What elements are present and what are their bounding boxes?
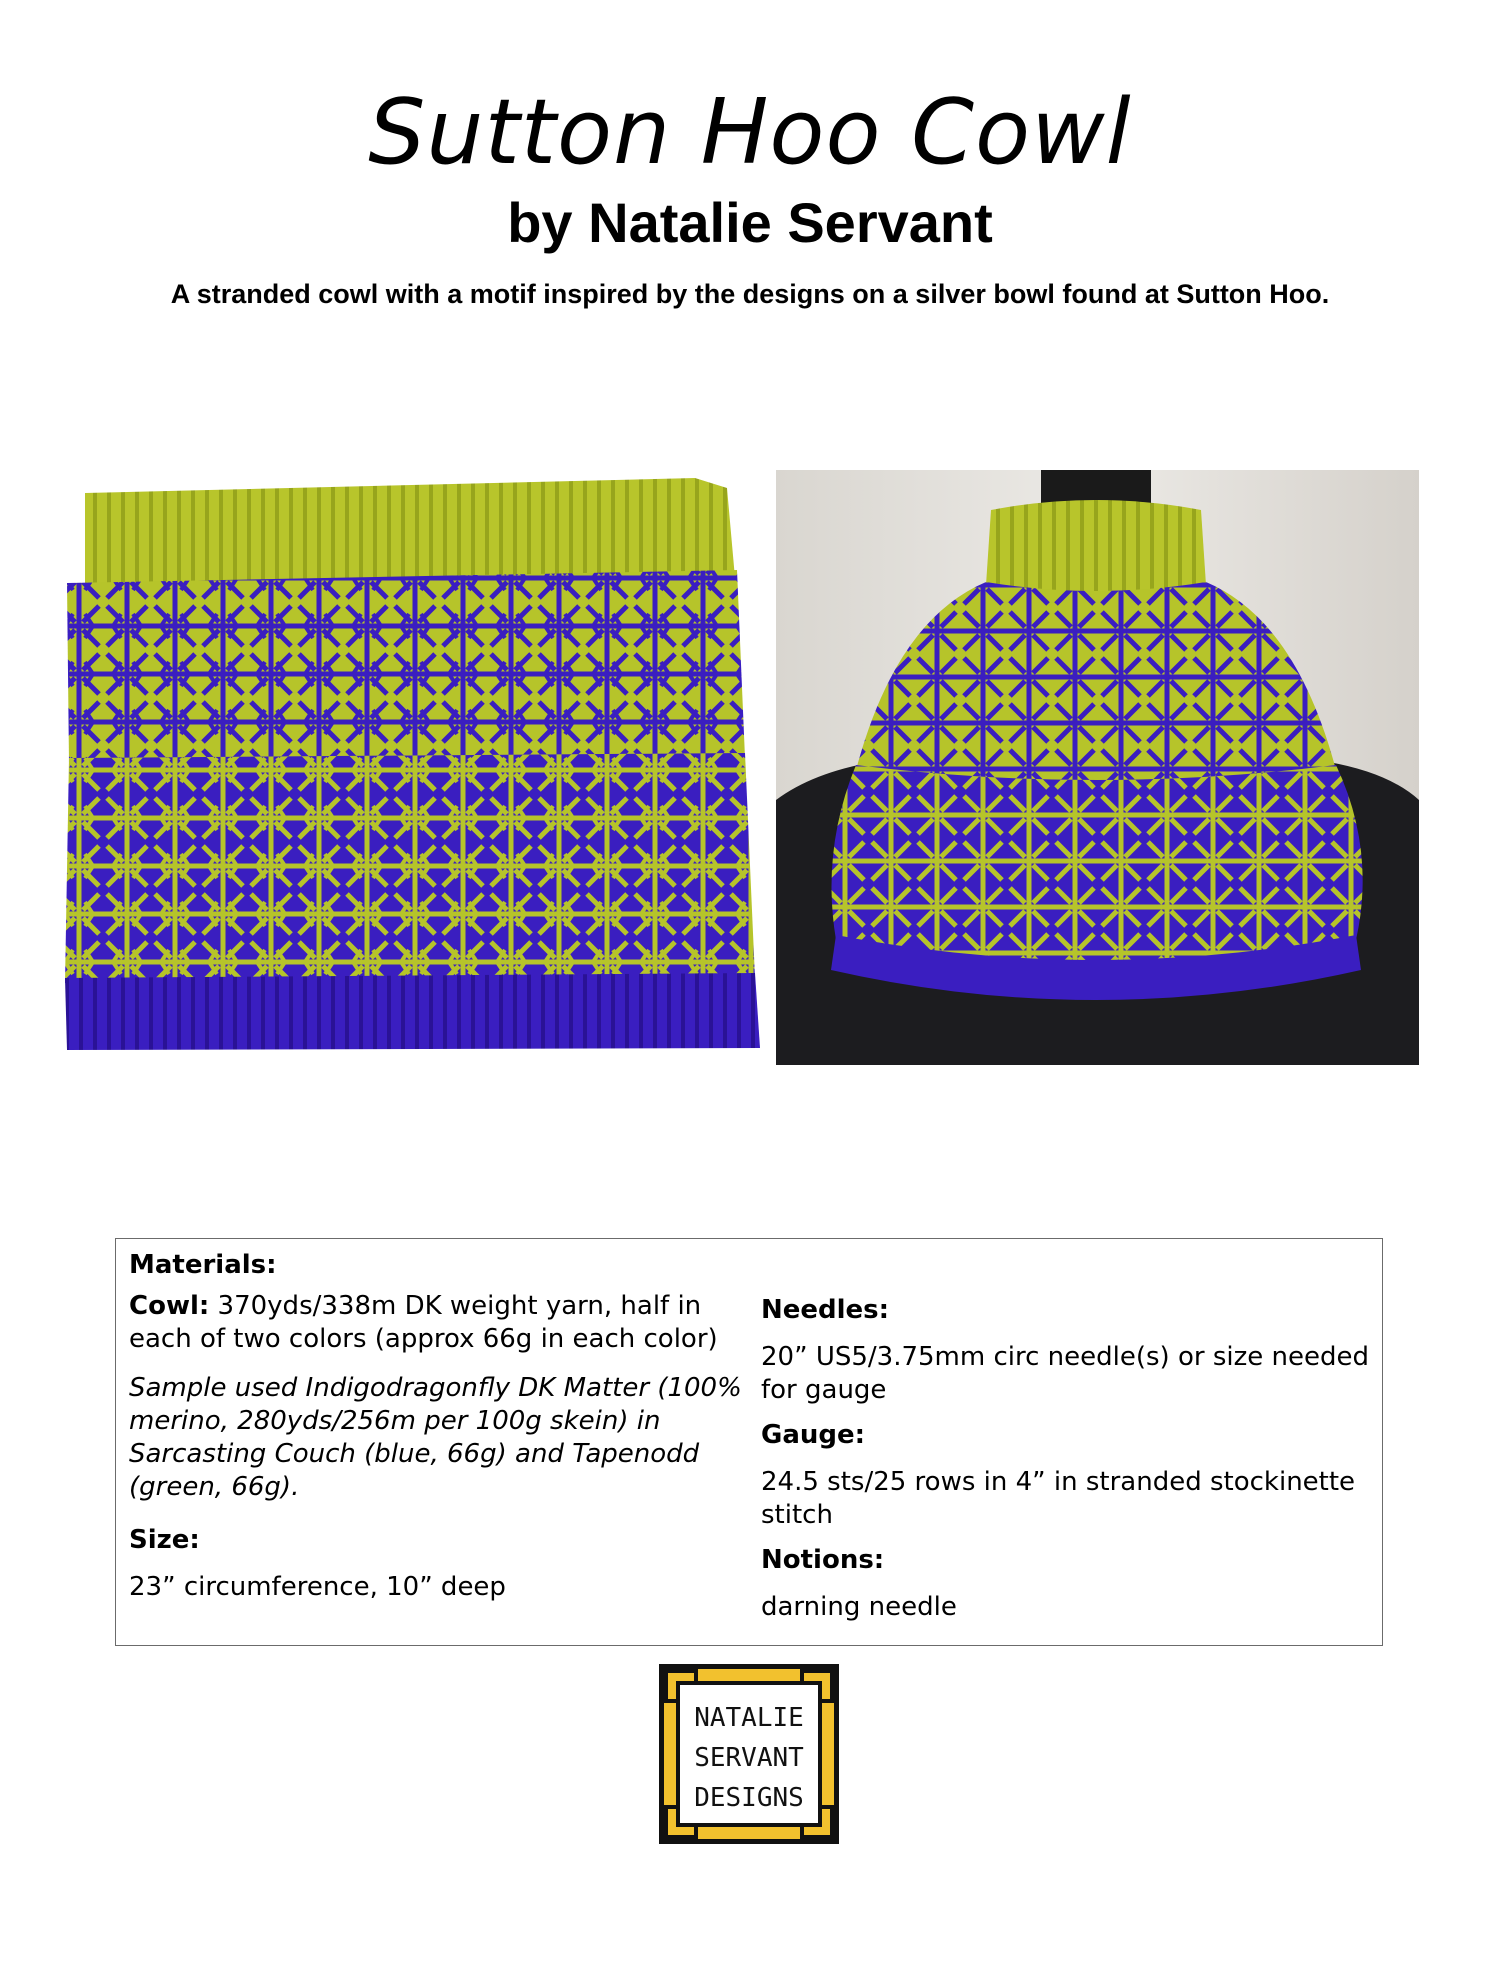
cowl-worn-photo: [776, 470, 1419, 1065]
gauge-heading: Gauge:: [761, 1420, 866, 1450]
logo-line-1: NATALIE: [694, 1703, 804, 1733]
materials-box: [115, 1238, 1383, 1646]
sample-yarn-text: Sample used Indigodragonfly DK Matter (100% merino, 280yds/256m per 100g skein) in Sarcasting Couch (blue, 66g) and Tapenodd (green, 66g).: [129, 1373, 742, 1502]
pattern-tagline: A stranded cowl with a motif inspired by the designs on a silver bowl found at Sutton Hoo.: [170, 279, 1330, 309]
notions-text: darning needle: [761, 1592, 957, 1622]
notions-heading: Notions:: [761, 1545, 885, 1575]
materials-left-column: [129, 1249, 759, 1604]
size-heading: Size:: [129, 1525, 200, 1555]
logo-line-3: DESIGNS: [694, 1783, 804, 1813]
size-text: 23” circumference, 10” deep: [129, 1572, 506, 1602]
natalie-servant-designs-logo: [659, 1664, 839, 1844]
cowl-yarn-text: 370yds/338m DK weight yarn, half in each of two colors (approx 66g in each color): [129, 1291, 718, 1354]
cowl-label: Cowl:: [129, 1291, 210, 1321]
cowl-flat-photo: [55, 458, 767, 1058]
materials-right-column: [761, 1294, 1371, 1624]
gauge-text: 24.5 sts/25 rows in 4” in stranded stockinette stitch: [761, 1467, 1356, 1530]
logo-line-2: SERVANT: [694, 1743, 804, 1773]
cowl-yarn-paragraph: [129, 1290, 759, 1356]
materials-heading: Materials:: [129, 1250, 277, 1280]
pattern-title: Sutton Hoo Cowl: [368, 80, 1132, 185]
designer-byline: by Natalie Servant: [507, 191, 993, 254]
needles-text: 20” US5/3.75mm circ needle(s) or size needed for gauge: [761, 1342, 1369, 1405]
needles-heading: Needles:: [761, 1295, 890, 1325]
